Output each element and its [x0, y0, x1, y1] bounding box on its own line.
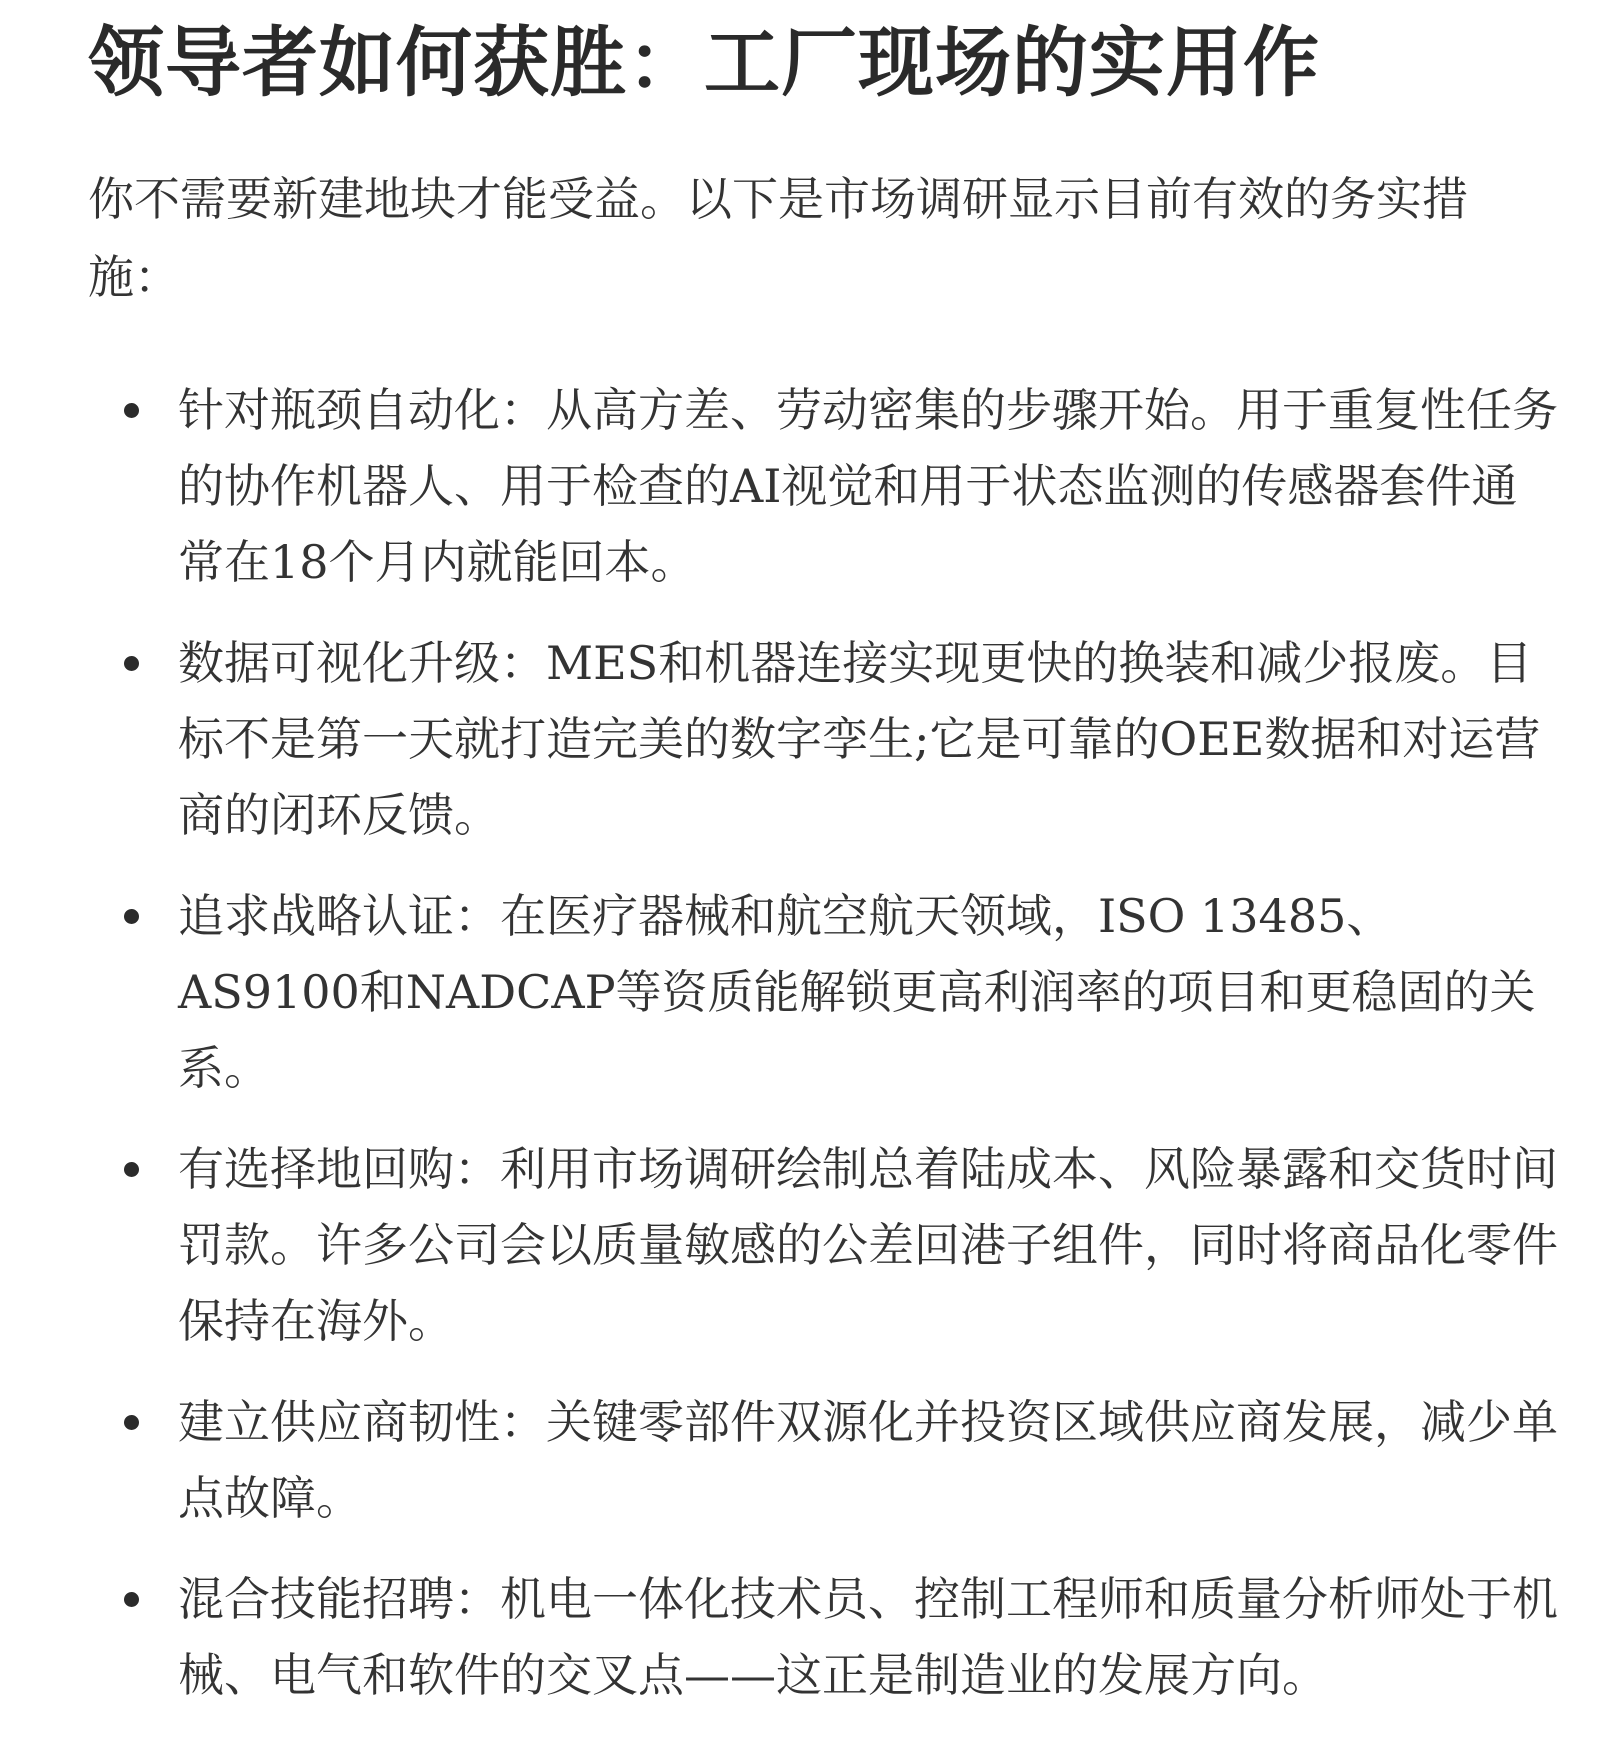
list-item	[88, 878, 1608, 1106]
article-title: 领导者如何获胜：工厂现场的实用作	[88, 18, 1320, 107]
list-item	[88, 1561, 1608, 1713]
list-item	[88, 625, 1608, 853]
bullet-dot-icon	[124, 1415, 139, 1430]
article	[88, 0, 1608, 1738]
bullet-dot-icon	[124, 403, 139, 418]
list-item-text: 有选择地回购：利用市场调研绘制总着陆成本、风险暴露和交货时间罚款。许多公司会以质量敏感的公差回港子组件，同时将商品化零件保持在海外。	[178, 1142, 1558, 1348]
bullet-dot-icon	[124, 1162, 139, 1177]
bullet-dot-icon	[124, 1592, 139, 1607]
list-item-text: 追求战略认证：在医疗器械和航空航天领域，ISO 13485、AS9100和NADCAP等资质能解锁更高利润率的项目和更稳固的关系。	[178, 889, 1536, 1095]
list-item-text: 建立供应商韧性：关键零部件双源化并投资区域供应商发展，减少单点故障。	[178, 1395, 1558, 1525]
bullet-dot-icon	[124, 909, 139, 924]
bullet-dot-icon	[124, 656, 139, 671]
list-item	[88, 372, 1608, 600]
list-item-text: 数据可视化升级：MES和机器连接实现更快的换装和减少报废。目标不是第一天就打造完美的数字孪生;它是可靠的OEE数据和对运营商的闭环反馈。	[178, 636, 1541, 842]
article-intro: 你不需要新建地块才能受益。以下是市场调研显示目前有效的务实措施：	[88, 172, 1468, 304]
list-item	[88, 1131, 1608, 1359]
list-item	[88, 1384, 1608, 1536]
bullet-list	[88, 372, 1608, 1713]
list-item-text: 混合技能招聘：机电一体化技术员、控制工程师和质量分析师处于机械、电气和软件的交叉点——这正是制造业的发展方向。	[178, 1572, 1558, 1702]
list-item-text: 针对瓶颈自动化：从高方差、劳动密集的步骤开始。用于重复性任务的协作机器人、用于检查的AI视觉和用于状态监测的传感器套件通常在18个月内就能回本。	[178, 383, 1558, 589]
